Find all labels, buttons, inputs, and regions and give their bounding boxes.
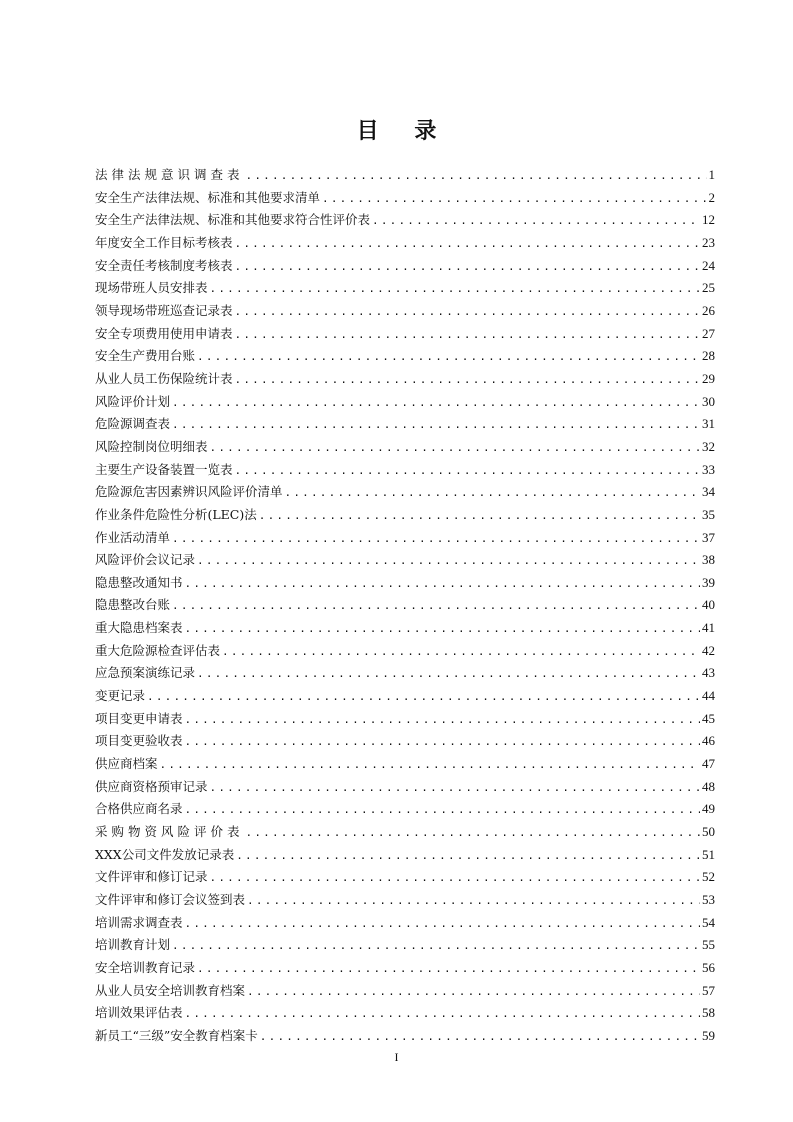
table-of-contents bbox=[95, 164, 715, 1048]
dot-leader bbox=[285, 482, 700, 505]
toc-entry-label: 隐患整改台账 bbox=[95, 597, 171, 613]
toc-entry[interactable] bbox=[95, 776, 715, 799]
toc-entry[interactable] bbox=[95, 640, 715, 663]
toc-entry-page: 40 bbox=[702, 597, 715, 613]
toc-entry-page: 59 bbox=[702, 1027, 715, 1043]
toc-entry-page: 46 bbox=[702, 733, 715, 749]
toc-entry-page: 34 bbox=[702, 484, 715, 500]
dot-leader bbox=[185, 1003, 700, 1026]
toc-entry[interactable] bbox=[95, 844, 715, 867]
toc-entry[interactable] bbox=[95, 527, 715, 550]
toc-entry-label: 项目变更验收表 bbox=[95, 733, 183, 749]
toc-entry[interactable] bbox=[95, 345, 715, 368]
toc-entry[interactable] bbox=[95, 617, 715, 640]
page-number: I bbox=[394, 1050, 399, 1064]
toc-entry[interactable] bbox=[95, 594, 715, 617]
toc-entry-page: 48 bbox=[702, 778, 715, 794]
toc-entry-page: 47 bbox=[702, 756, 715, 772]
dot-leader bbox=[172, 935, 700, 958]
toc-entry[interactable] bbox=[95, 368, 715, 391]
toc-entry-label: 项目变更申请表 bbox=[95, 710, 183, 726]
toc-entry-label: 安全生产费用台账 bbox=[95, 348, 196, 364]
dot-leader bbox=[235, 233, 700, 256]
toc-entry-page: 42 bbox=[702, 642, 715, 658]
dot-leader bbox=[235, 324, 700, 347]
toc-entry-page: 50 bbox=[702, 824, 715, 840]
toc-entry-page: 43 bbox=[702, 665, 715, 681]
toc-entry-label: 供应商资格预审记录 bbox=[95, 778, 208, 794]
dot-leader bbox=[259, 505, 700, 528]
toc-entry-label: 危险源调查表 bbox=[95, 416, 171, 432]
toc-entry-page: 39 bbox=[702, 574, 715, 590]
dot-leader bbox=[236, 845, 700, 868]
toc-entry[interactable] bbox=[95, 821, 715, 844]
toc-entry[interactable] bbox=[95, 255, 715, 278]
toc-entry[interactable] bbox=[95, 685, 715, 708]
toc-entry-label: 供应商档案 bbox=[95, 756, 158, 772]
toc-entry-page: 24 bbox=[702, 257, 715, 273]
toc-entry-label: 培训教育计划 bbox=[95, 937, 171, 953]
dot-leader bbox=[260, 1026, 700, 1049]
toc-entry-label: 培训需求调查表 bbox=[95, 914, 183, 930]
toc-entry-label: 应急预案演练记录 bbox=[95, 665, 196, 681]
dot-leader bbox=[197, 958, 700, 981]
toc-entry-label: 作业活动清单 bbox=[95, 529, 171, 545]
toc-entry-label: XXX公司文件发放记录表 bbox=[95, 846, 235, 862]
dot-leader bbox=[172, 528, 700, 551]
toc-entry[interactable] bbox=[95, 572, 715, 595]
toc-entry-page: 35 bbox=[702, 506, 715, 522]
toc-entry-page: 53 bbox=[702, 892, 715, 907]
toc-entry-page: 25 bbox=[702, 280, 715, 296]
dot-leader bbox=[185, 709, 700, 732]
toc-entry[interactable] bbox=[95, 391, 715, 414]
toc-entry-label: 培训效果评估表 bbox=[95, 1005, 183, 1021]
toc-entry[interactable] bbox=[95, 980, 715, 1003]
toc-entry-label: 现场带班人员安排表 bbox=[95, 280, 208, 296]
toc-entry[interactable] bbox=[95, 1025, 715, 1048]
toc-entry[interactable] bbox=[95, 662, 715, 685]
toc-entry[interactable] bbox=[95, 459, 715, 482]
toc-entry-page: 44 bbox=[702, 688, 715, 704]
dot-leader bbox=[185, 731, 700, 754]
toc-entry-label: 隐患整改通知书 bbox=[95, 574, 183, 590]
dot-leader bbox=[185, 799, 700, 822]
toc-entry-page: 38 bbox=[702, 552, 715, 568]
toc-entry-page: 51 bbox=[702, 846, 715, 862]
toc-entry-label: 文件评审和修订会议签到表 bbox=[95, 892, 246, 907]
toc-entry-label: 从业人员工伤保险统计表 bbox=[95, 370, 233, 386]
toc-entry[interactable] bbox=[95, 481, 715, 504]
toc-entry[interactable] bbox=[95, 504, 715, 527]
toc-entry-page: 54 bbox=[702, 914, 715, 930]
toc-entry-label: 新员工“三级”安全教育档案卡 bbox=[95, 1027, 258, 1043]
toc-entry-label: 法律法规意识调查表 bbox=[95, 167, 244, 182]
toc-entry-page: 58 bbox=[702, 1005, 715, 1021]
toc-entry-page: 37 bbox=[702, 529, 715, 545]
toc-entry[interactable] bbox=[95, 753, 715, 776]
toc-entry-label: 作业条件危险性分析(LEC)法 bbox=[95, 506, 257, 522]
toc-entry-page: 52 bbox=[702, 869, 715, 885]
toc-entry[interactable] bbox=[95, 187, 715, 210]
dot-leader bbox=[235, 369, 700, 392]
toc-entry-label: 领导现场带班巡查记录表 bbox=[95, 302, 233, 318]
dot-leader bbox=[172, 414, 700, 437]
toc-title: 目 录 bbox=[356, 119, 451, 144]
toc-entry[interactable] bbox=[95, 232, 715, 255]
toc-entry[interactable] bbox=[95, 413, 715, 436]
dot-leader bbox=[185, 573, 700, 596]
toc-entry-page: 56 bbox=[702, 959, 715, 975]
dot-leader bbox=[247, 981, 700, 1004]
toc-entry-page: 31 bbox=[702, 416, 715, 432]
toc-entry[interactable] bbox=[95, 209, 715, 232]
toc-entry-page: 45 bbox=[702, 710, 715, 726]
toc-entry-label: 危险源危害因素辨识风险评价清单 bbox=[95, 484, 283, 500]
dot-leader bbox=[197, 663, 700, 686]
toc-entry-label: 变更记录 bbox=[95, 688, 146, 704]
toc-entry-label: 主要生产设备装置一览表 bbox=[95, 461, 233, 477]
dot-leader bbox=[185, 618, 700, 641]
toc-entry-label: 安全专项费用使用申请表 bbox=[95, 325, 233, 341]
toc-entry[interactable] bbox=[95, 912, 715, 935]
toc-entry[interactable] bbox=[95, 934, 715, 957]
dot-leader bbox=[185, 913, 700, 936]
toc-entry-label: 安全培训教育记录 bbox=[95, 959, 196, 975]
dot-leader bbox=[197, 550, 700, 573]
toc-entry[interactable] bbox=[95, 798, 715, 821]
toc-entry-page: 33 bbox=[702, 461, 715, 477]
dot-leader bbox=[247, 890, 700, 913]
dot-leader bbox=[246, 165, 707, 188]
dot-leader bbox=[197, 346, 700, 369]
toc-entry[interactable] bbox=[95, 549, 715, 572]
toc-entry[interactable] bbox=[95, 957, 715, 980]
toc-entry[interactable] bbox=[95, 866, 715, 889]
toc-entry-label: 安全生产法律法规、标准和其他要求符合性评价表 bbox=[95, 212, 371, 228]
dot-leader bbox=[160, 754, 700, 777]
toc-entry-page: 26 bbox=[702, 302, 715, 318]
toc-entry-label: 风险评价计划 bbox=[95, 393, 171, 409]
dot-leader bbox=[322, 188, 706, 211]
dot-leader bbox=[235, 460, 700, 483]
toc-entry-label: 合格供应商名录 bbox=[95, 801, 183, 817]
dot-leader bbox=[235, 301, 700, 324]
toc-entry[interactable] bbox=[95, 1002, 715, 1025]
toc-entry-label: 安全生产法律法规、标准和其他要求清单 bbox=[95, 189, 321, 205]
toc-entry-label: 风险评价会议记录 bbox=[95, 552, 196, 568]
dot-leader bbox=[210, 867, 700, 890]
toc-entry-label: 从业人员安全培训教育档案 bbox=[95, 982, 246, 998]
toc-entry-label: 年度安全工作目标考核表 bbox=[95, 234, 233, 250]
toc-entry-page: 2 bbox=[708, 189, 715, 205]
dot-leader bbox=[210, 777, 700, 800]
dot-leader bbox=[210, 278, 700, 301]
toc-entry-page: 12 bbox=[702, 212, 715, 228]
toc-entry[interactable] bbox=[95, 164, 715, 187]
toc-entry[interactable] bbox=[95, 708, 715, 731]
toc-entry-page: 57 bbox=[702, 982, 715, 998]
toc-entry-page: 23 bbox=[702, 234, 715, 250]
toc-entry-label: 文件评审和修订记录 bbox=[95, 869, 208, 885]
toc-entry-label: 重大危险源检查评估表 bbox=[95, 642, 221, 658]
toc-entry-label: 重大隐患档案表 bbox=[95, 620, 183, 636]
toc-entry[interactable] bbox=[95, 889, 715, 912]
toc-entry-page: 27 bbox=[702, 325, 715, 341]
toc-entry-page: 41 bbox=[702, 620, 715, 636]
toc-entry-label: 风险控制岗位明细表 bbox=[95, 438, 208, 454]
toc-entry-label: 采购物资风险评价表 bbox=[95, 824, 244, 840]
toc-entry-page: 32 bbox=[702, 438, 715, 454]
toc-entry-page: 55 bbox=[702, 937, 715, 953]
toc-entry[interactable] bbox=[95, 277, 715, 300]
toc-entry[interactable] bbox=[95, 436, 715, 459]
toc-entry-page: 29 bbox=[702, 370, 715, 386]
dot-leader bbox=[172, 595, 700, 618]
dot-leader bbox=[235, 256, 700, 279]
dot-leader bbox=[222, 641, 700, 664]
toc-entry[interactable] bbox=[95, 300, 715, 323]
dot-leader bbox=[210, 437, 700, 460]
toc-entry[interactable] bbox=[95, 730, 715, 753]
toc-entry-page: 28 bbox=[702, 348, 715, 364]
toc-entry-page: 1 bbox=[708, 167, 715, 182]
dot-leader bbox=[147, 686, 700, 709]
toc-entry-label: 安全责任考核制度考核表 bbox=[95, 257, 233, 273]
toc-entry-page: 30 bbox=[702, 393, 715, 409]
dot-leader bbox=[172, 392, 700, 415]
dot-leader bbox=[372, 210, 700, 233]
dot-leader bbox=[246, 822, 700, 845]
toc-entry-page: 49 bbox=[702, 801, 715, 817]
toc-entry[interactable] bbox=[95, 323, 715, 346]
